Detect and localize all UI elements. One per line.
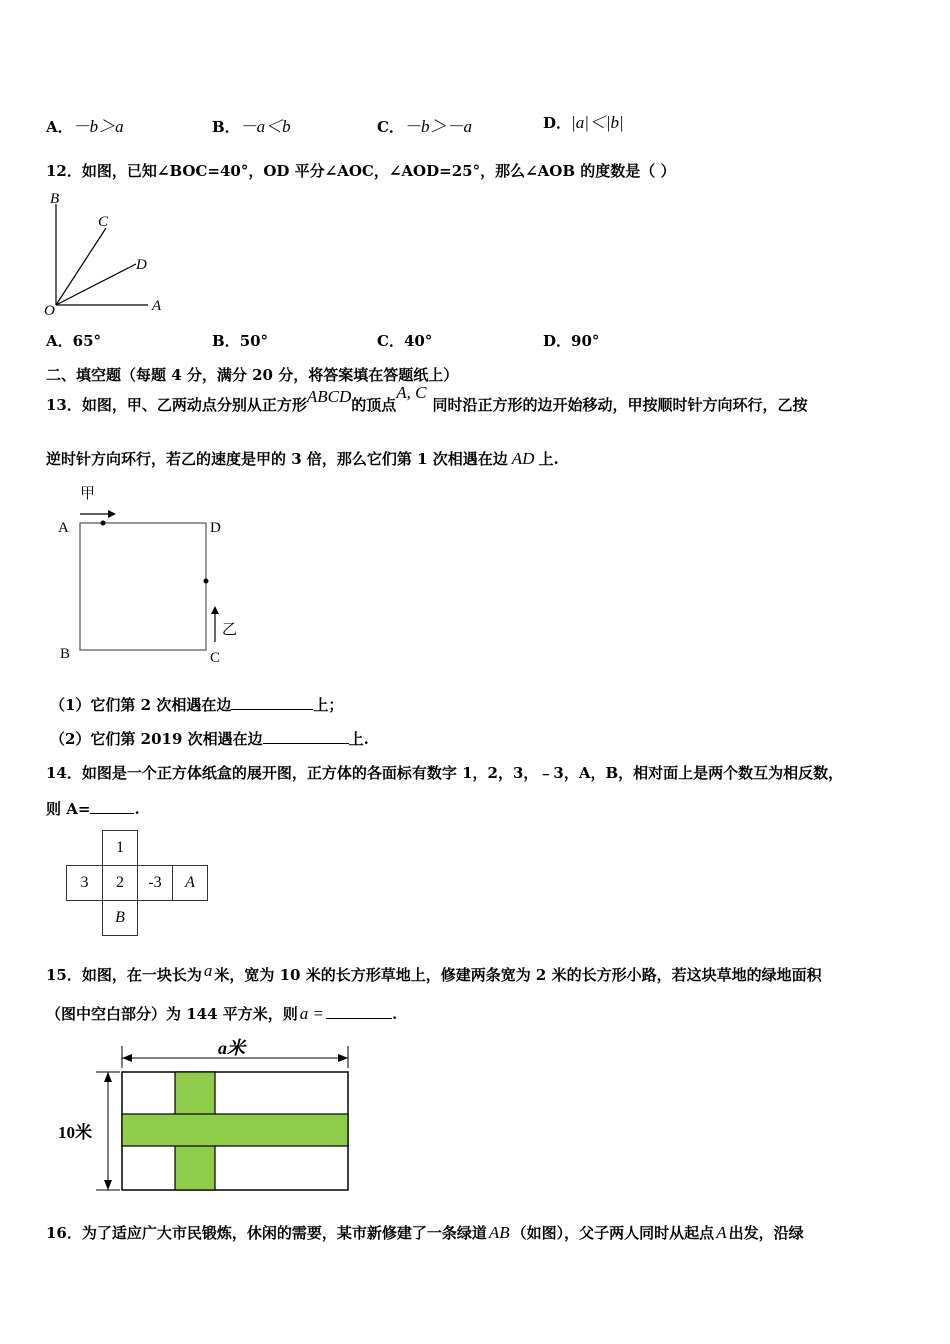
q12-option-b: B．50° [212, 332, 269, 350]
q13-square-figure [50, 480, 250, 670]
dim-arrow-right [338, 1054, 348, 1062]
label-d: D [210, 520, 221, 536]
q16-line-1: 16．为了适应广大市民锻炼，休闲的需要，某市新修建了一条绿道 AB （如图），父子两人同时从起点 A 出发，沿绿 [46, 1223, 804, 1242]
q13-sub-1: （1）它们第 2 次相遇在边 上； [50, 696, 344, 714]
q11-option-b: B．－a＜b [212, 117, 291, 136]
label-yi: 乙 [222, 622, 238, 638]
q15-line-1: 15．如图，在一块长为 a 米，宽为 10 米的长方形草地上，修建两条宽为 2 米的长方形小路，若这块草地的绿地面积 [46, 961, 822, 984]
q14-line-1: 14．如图是一个正方体纸盒的展开图，正方体的各面标有数字 1，2，3，﹣3，A，B，相对面上是两个数互为相反数， [46, 764, 844, 782]
label-width: a米 [218, 1038, 245, 1058]
ray-od [56, 264, 136, 305]
path-horizontal [122, 1114, 348, 1146]
q12-option-c: C．40° [377, 332, 433, 350]
label-a: A [58, 520, 69, 536]
label-o: O [44, 303, 55, 318]
net-bottom: B [102, 900, 138, 936]
net-center: 2 [102, 865, 138, 901]
label-b: B [50, 191, 60, 207]
ray-oc [56, 228, 106, 305]
net-right-2: A [172, 865, 208, 901]
net-top: 1 [102, 830, 138, 866]
q12-stem: 12．如图，已知∠BOC=40°，OD 平分∠AOC，∠AOD=25°，那么∠AOB 的度数是（ ） [46, 162, 676, 180]
q12-option-d: D．90° [543, 332, 600, 350]
label-c: C [210, 650, 221, 666]
label-c: C [98, 214, 109, 230]
q13-line-1: 13．如图，甲、乙两动点分别从正方形ABCD的顶点A, C同时沿正方形的边开始移动，甲按顺时针方向环行，乙按 [46, 383, 808, 414]
blank-2[interactable] [263, 743, 349, 744]
square-abcd [80, 523, 206, 650]
q11-option-a: A．－b＞a [46, 117, 124, 136]
point-yi [204, 579, 209, 584]
label-d: D [136, 257, 147, 273]
label-b: B [60, 646, 71, 662]
point-jia [101, 521, 106, 526]
q13-line-2: 逆时针方向环行，若乙的速度是甲的 3 倍，那么它们第 1 次相遇在边 AD 上. [46, 449, 559, 468]
q14-cube-net [66, 830, 208, 936]
q13-sub-2: （2）它们第 2019 次相遇在边 上. [50, 730, 369, 748]
label-a: A [152, 298, 162, 314]
blank-1[interactable] [231, 709, 313, 710]
label-height: 10米 [58, 1123, 92, 1142]
path-intersection [176, 1115, 214, 1145]
q12-option-a: A．65° [46, 332, 102, 350]
arrow-yi-head [211, 606, 219, 614]
dim-arrow-left [122, 1054, 132, 1062]
dim-arrow-bottom [104, 1180, 112, 1190]
section-2-title: 二、填空题（每题 4 分，满分 20 分，将答案填在答题纸上） [46, 366, 459, 384]
label-jia: 甲 [80, 486, 96, 502]
q11-option-d: D．|a|＜|b| [543, 113, 624, 132]
blank-a-value[interactable] [326, 1018, 392, 1019]
q14-line-2: 则 A= . [46, 800, 140, 818]
net-right-1: -3 [137, 865, 173, 901]
blank-a[interactable] [90, 813, 134, 814]
q15-line-2: （图中空白部分）为 144 平方米，则 a = . [46, 1004, 398, 1023]
net-left: 3 [66, 865, 103, 901]
arrow-jia-head [108, 510, 116, 518]
q12-angle-figure [40, 188, 180, 318]
dim-arrow-top [104, 1072, 112, 1082]
q11-option-c: C．－b＞－a [377, 117, 472, 136]
q15-lawn-figure [56, 1038, 356, 1198]
